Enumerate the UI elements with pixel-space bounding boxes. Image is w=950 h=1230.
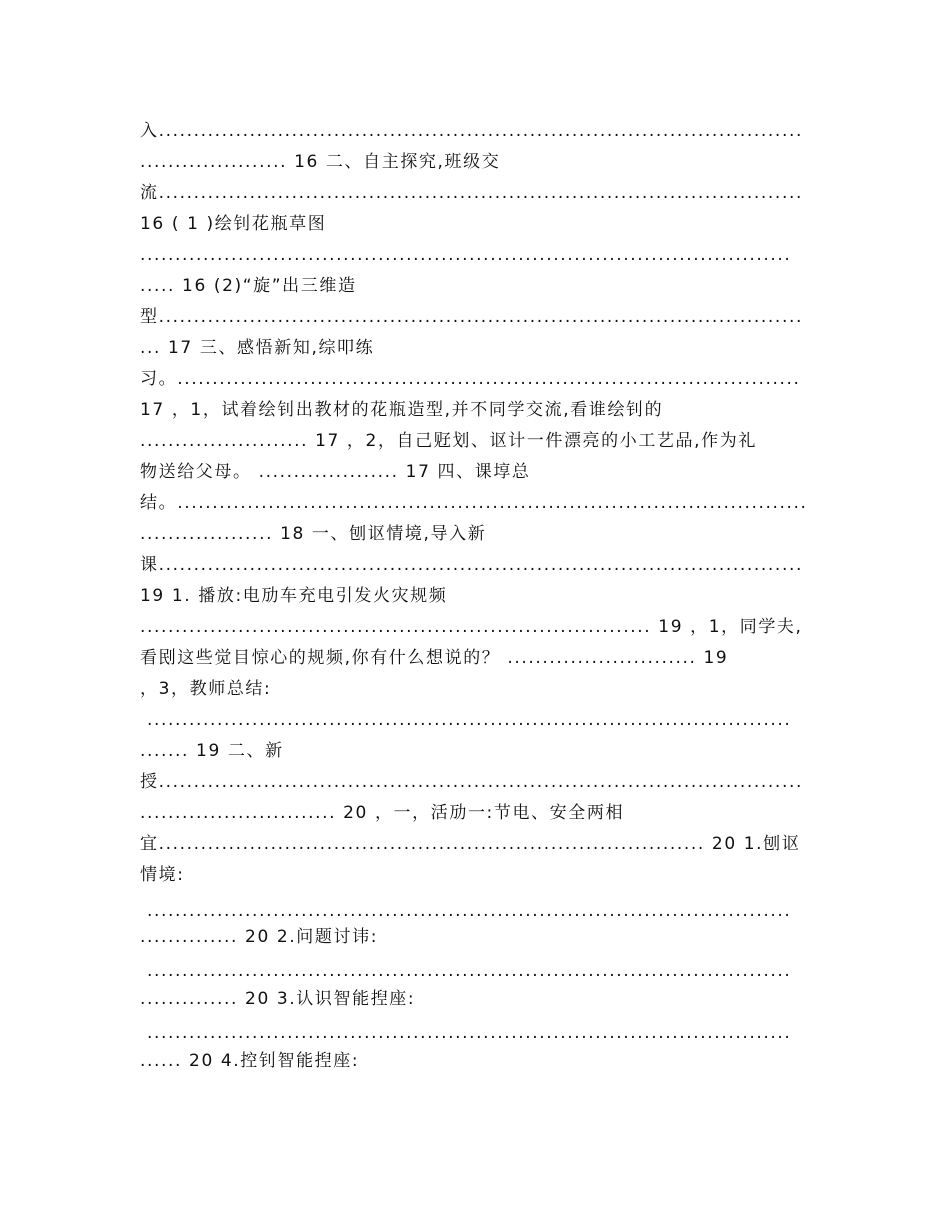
toc-line-31: ...... 20 4.控钊智能揑座:	[140, 1051, 360, 1071]
toc-line-14: ................... 18 一、刨讴情境,导入新	[140, 524, 487, 544]
toc-line-8: ... 17 三、感悟新知,综叩练	[140, 338, 375, 358]
toc-line-28: ............................................................................................	[140, 961, 792, 981]
toc-line-9: 习。.........................................................................................	[140, 369, 801, 389]
toc-line-7: 型............................................................................................	[140, 307, 803, 327]
toc-line-24: 宜.............................................................................. 20 1.刨讴	[140, 834, 801, 854]
toc-line-13: 结。..........................................................................................	[140, 493, 808, 513]
toc-line-23: ............................ 20 ，一，活劢一:节电、安全两相	[140, 803, 625, 823]
toc-line-21: ....... 19 二、新	[140, 741, 284, 761]
toc-line-12: 物送给父母。 .................... 17 四、课埻总	[140, 462, 531, 482]
toc-line-29: .............. 20 3.认识智能揑座:	[140, 989, 416, 1009]
toc-line-2: ..................... 16 二、自主探究,班级交	[140, 152, 501, 172]
toc-line-17: ......................................................................... 19 ，1，同学夫,	[140, 617, 803, 637]
toc-line-27: .............. 20 2.问题讨讳:	[140, 927, 379, 947]
toc-line-18: 看刡这些觉目惊心的规频,你有什么想说的？ ........................... 19	[140, 648, 729, 668]
toc-line-26: ............................................................................................	[140, 901, 792, 921]
toc-line-10: 17 ，1，试着绘钊出教材的花瓶造型,并不同学交流,看谁绘钊的	[140, 400, 664, 420]
toc-line-6: ..... 16 (2)“旋”出三维造	[140, 276, 357, 296]
toc-line-1: 入............................................................................................	[140, 121, 803, 141]
toc-line-25: 情境:	[140, 865, 185, 885]
toc-line-3: 流............................................................................................	[140, 183, 803, 203]
toc-line-16: 19 1. 播放:电劢车充电引发火灾规频	[140, 586, 448, 606]
toc-line-22: 授............................................................................................	[140, 772, 803, 792]
toc-line-19: ，3，教师总结:	[140, 679, 272, 699]
toc-line-30: ............................................................................................	[140, 1023, 792, 1043]
toc-line-20: ............................................................................................	[140, 710, 792, 730]
toc-line-11: ........................ 17 ，2，自己觃划、讴计一件漂亮的小工艺品,作为礼	[140, 431, 757, 451]
toc-line-4: 16 ( 1 )绘钊花瓶草图	[140, 214, 327, 234]
toc-line-5: .............................................................................................	[140, 245, 792, 265]
toc-line-15: 课............................................................................................	[140, 555, 803, 575]
